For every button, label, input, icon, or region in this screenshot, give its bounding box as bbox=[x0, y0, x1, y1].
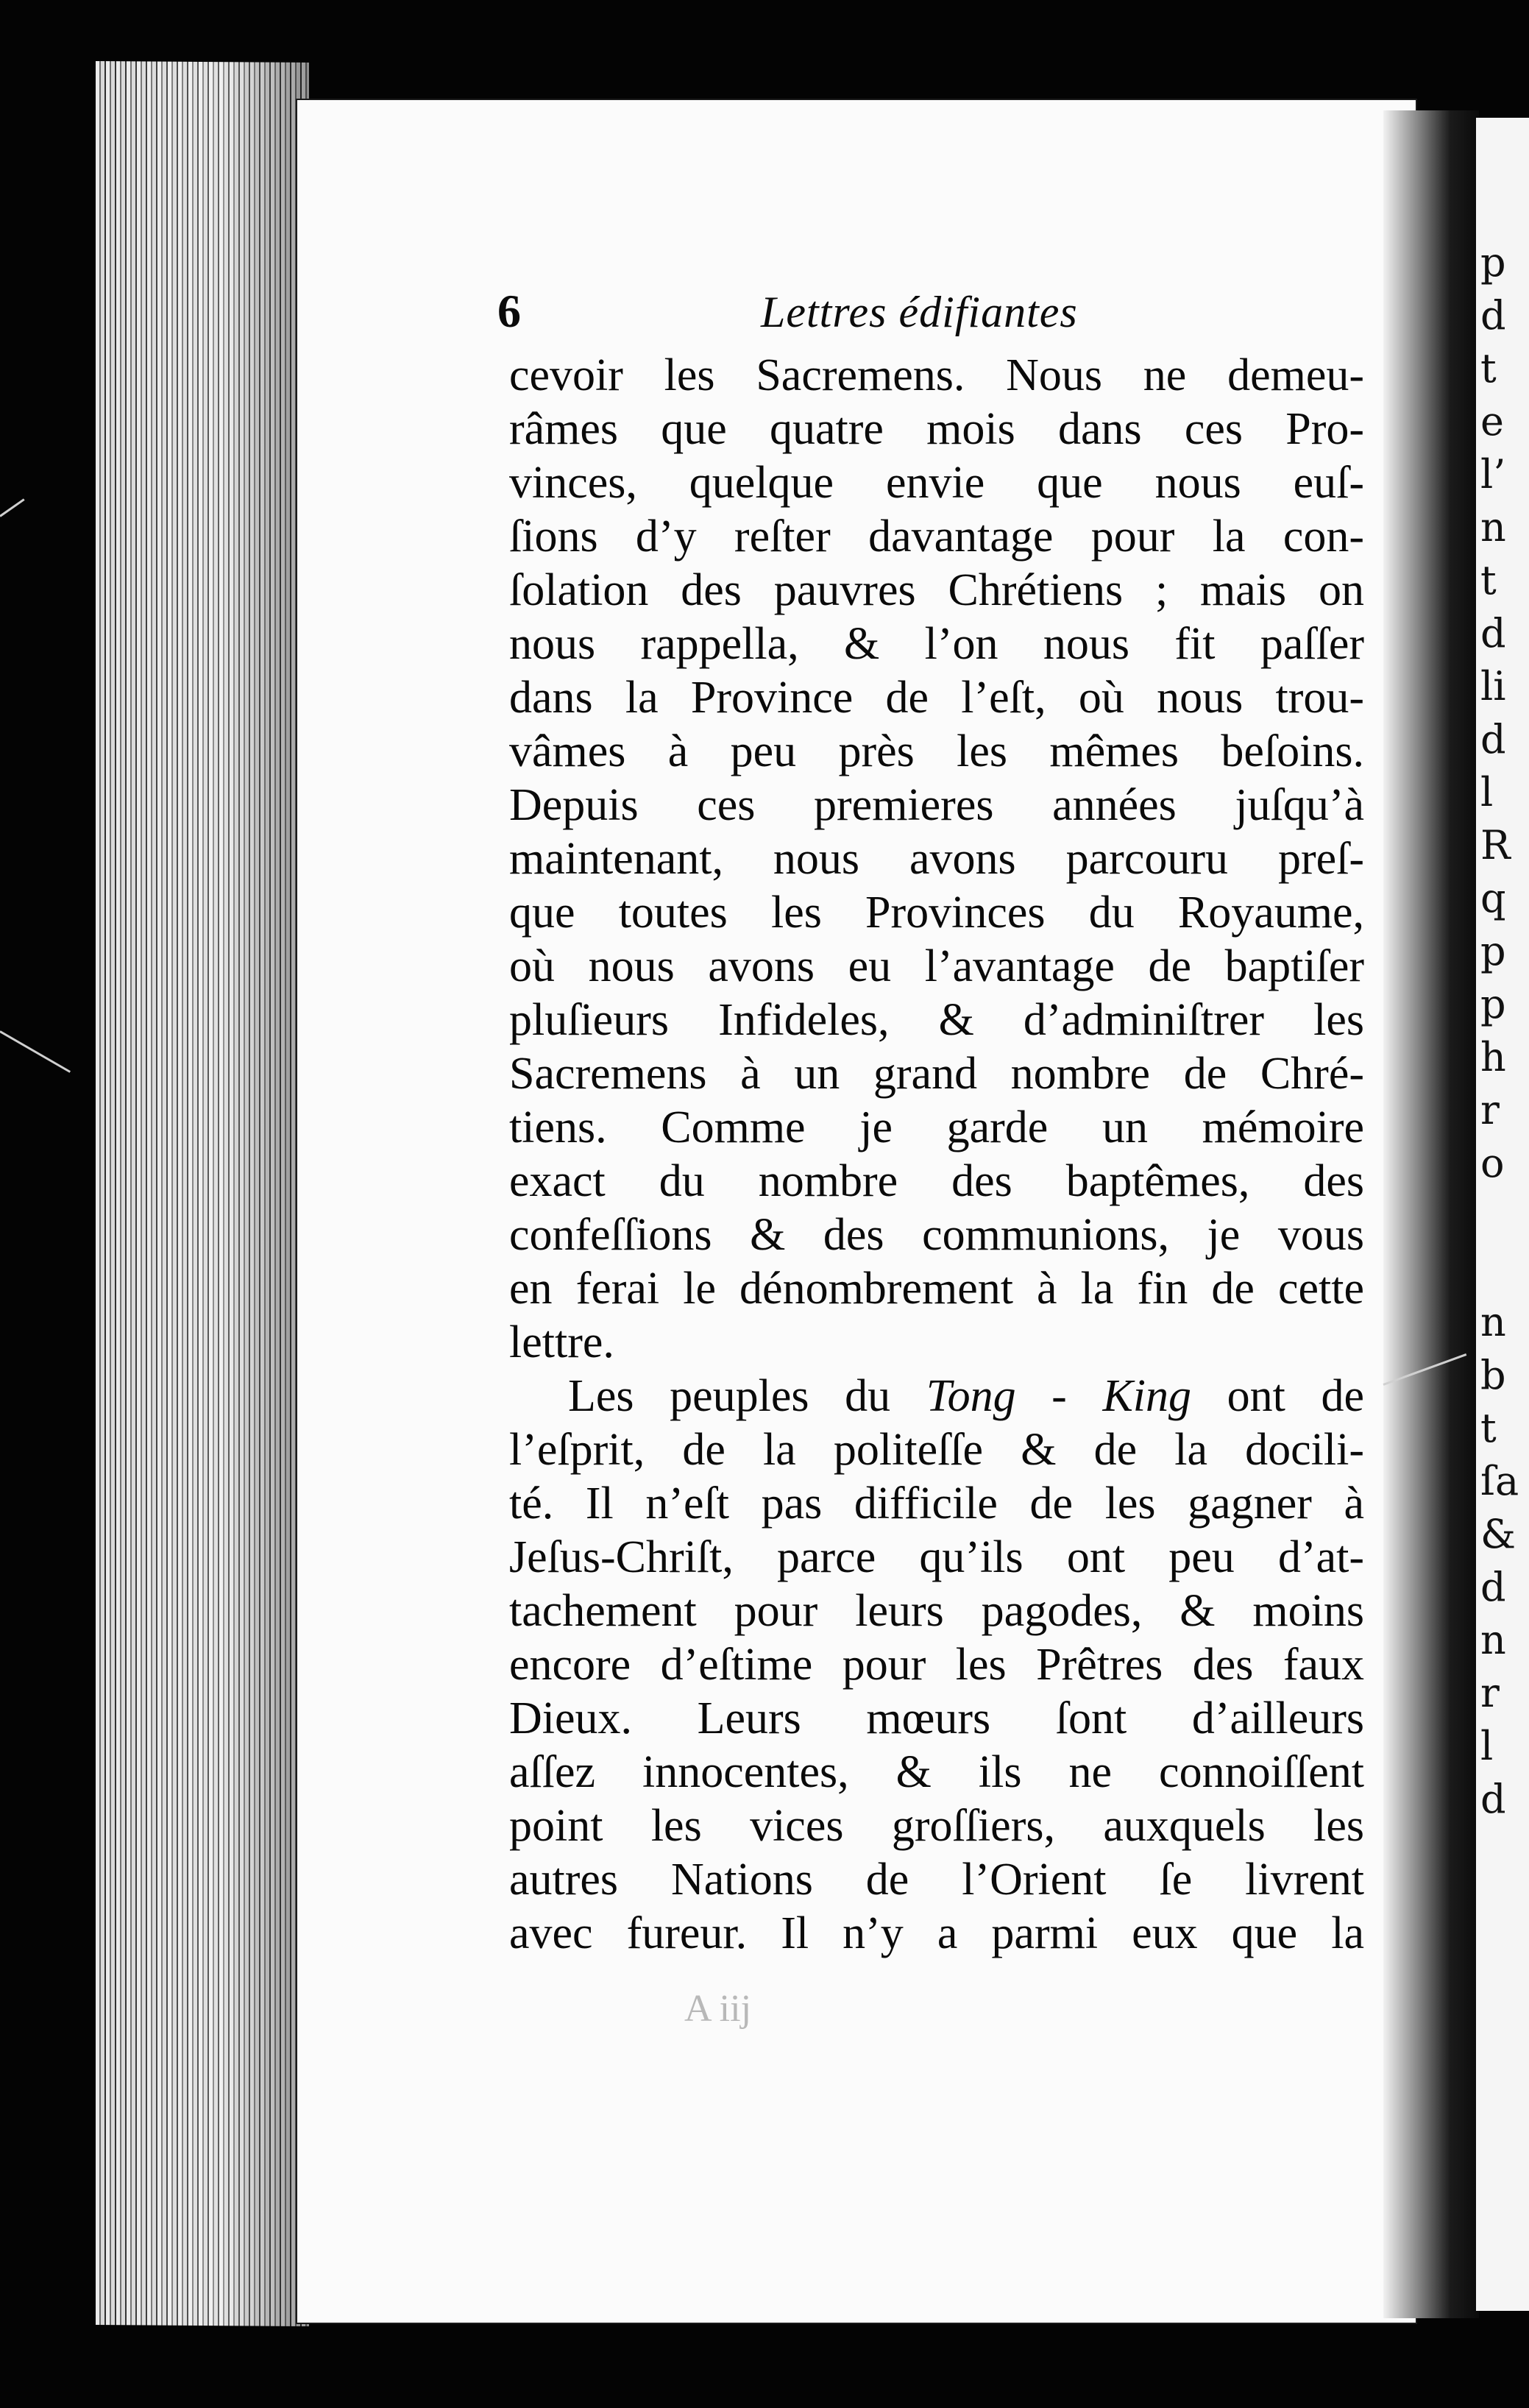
facing-page-fragment: & bbox=[1480, 1511, 1516, 1557]
page-number: 6 bbox=[497, 285, 521, 337]
facing-page-fragment: t bbox=[1480, 557, 1497, 603]
text-line: Sacremens à un grand nombre de Chré- bbox=[509, 1049, 1364, 1099]
stray-mark bbox=[0, 498, 25, 517]
text-line: Dieux. Leurs mœurs ſont d’ailleurs bbox=[509, 1693, 1364, 1743]
place-name-italic: Tong - King bbox=[926, 1371, 1192, 1421]
facing-page-fragment: d bbox=[1480, 610, 1506, 656]
text-line: té. Il n’eſt pas difficile de les gagner à bbox=[509, 1479, 1364, 1529]
text-line: ſolation des pauvres Chrétiens ; mais on bbox=[509, 565, 1364, 615]
facing-page-fragment: b bbox=[1480, 1352, 1506, 1398]
facing-page-fragment: r bbox=[1480, 1087, 1500, 1133]
facing-page-fragment: d bbox=[1480, 1776, 1506, 1822]
gutter-shadow bbox=[1383, 110, 1479, 2318]
text-line: Depuis ces premieres années juſqu’à bbox=[509, 780, 1364, 830]
facing-page-fragment: n bbox=[1480, 1617, 1506, 1663]
text-line: autres Nations de l’Orient ſe livrent bbox=[509, 1855, 1364, 1905]
facing-page-fragment: o bbox=[1480, 1140, 1505, 1186]
text-line: exact du nombre des baptêmes, des bbox=[509, 1156, 1364, 1206]
facing-page-fragment: R bbox=[1480, 822, 1511, 868]
facing-page-fragment: p bbox=[1480, 981, 1506, 1027]
text-line: en ferai le dénombrement à la fin de cette bbox=[509, 1264, 1364, 1314]
body-text bbox=[509, 349, 1364, 1961]
text-line: nous rappella, & l’on nous fit paſſer bbox=[509, 619, 1364, 669]
facing-page-fragment: l’ bbox=[1480, 451, 1506, 497]
facing-page-fragment: h bbox=[1480, 1034, 1506, 1080]
running-title: Lettres édifiantes bbox=[761, 288, 1078, 336]
text-line: tiens. Comme je garde un mémoire bbox=[509, 1102, 1364, 1152]
facing-page-fragment: d bbox=[1480, 716, 1506, 762]
facing-page-fragment: p bbox=[1480, 928, 1506, 974]
text-line: tachement pour leurs pagodes, & moins bbox=[509, 1586, 1364, 1636]
text-line: dans la Province de l’eſt, où nous trou- bbox=[509, 673, 1364, 723]
facing-page-fragment: li bbox=[1480, 663, 1506, 709]
facing-page-fragment: l bbox=[1480, 1723, 1494, 1769]
text-line: vinces, quelque envie que nous euſ- bbox=[509, 458, 1364, 508]
text-line: aſſez innocentes, & ils ne connoiſſent bbox=[509, 1747, 1364, 1797]
facing-page-fragment: l bbox=[1480, 769, 1494, 815]
text-line: avec fureur. Il n’y a parmi eux que la bbox=[509, 1908, 1364, 1958]
signature-mark: A iij bbox=[684, 1988, 752, 2030]
stray-mark bbox=[0, 1030, 71, 1073]
text-line: où nous avons eu l’avantage de baptiſer bbox=[509, 941, 1364, 991]
facing-page bbox=[1476, 118, 1529, 2311]
facing-page-fragment: d bbox=[1480, 292, 1506, 339]
text-line: point les vices groſſiers, auxquels les bbox=[509, 1801, 1364, 1851]
text-run: ont de bbox=[1227, 1371, 1365, 1421]
text-line: confeſſions & des communions, je vous bbox=[509, 1210, 1364, 1260]
facing-page-fragment: n bbox=[1480, 1299, 1506, 1345]
facing-page-fragment: r bbox=[1480, 1670, 1500, 1716]
text-line: encore d’eſtime pour les Prêtres des faux bbox=[509, 1640, 1364, 1690]
text-line: cevoir les Sacremens. Nous ne demeu- bbox=[509, 350, 1364, 400]
paragraph-first-line bbox=[509, 1370, 1364, 1423]
running-head bbox=[497, 284, 1366, 343]
text-line: maintenant, nous avons parcouru preſ- bbox=[509, 834, 1364, 884]
text-line: Jeſus-Chriſt, parce qu’ils ont peu d’at- bbox=[509, 1532, 1364, 1582]
text-line: lettre. bbox=[509, 1317, 614, 1367]
text-line: râmes que quatre mois dans ces Pro- bbox=[509, 404, 1364, 454]
facing-page-fragment: e bbox=[1480, 398, 1504, 445]
facing-page-fragment: n bbox=[1480, 504, 1506, 550]
facing-page-fragment: ſa bbox=[1480, 1458, 1519, 1504]
text-line: vâmes à peu près les mêmes beſoins. bbox=[509, 726, 1364, 776]
text-run: Les peuples du bbox=[568, 1371, 891, 1421]
page-edges bbox=[96, 61, 309, 2326]
facing-page-fragment: q bbox=[1480, 875, 1506, 921]
text-line: l’eſprit, de la politeſſe & de la docili- bbox=[509, 1425, 1364, 1475]
facing-page-fragment: t bbox=[1480, 345, 1497, 392]
facing-page-fragment: d bbox=[1480, 1564, 1506, 1610]
text-line: que toutes les Provinces du Royaume, bbox=[509, 888, 1364, 938]
facing-page-fragment: t bbox=[1480, 1405, 1497, 1451]
facing-page-fragment: p bbox=[1480, 239, 1506, 286]
text-line: ſions d’y reſter davantage pour la con- bbox=[509, 511, 1364, 562]
text-line: pluſieurs Infideles, & d’adminiſtrer les bbox=[509, 995, 1364, 1045]
